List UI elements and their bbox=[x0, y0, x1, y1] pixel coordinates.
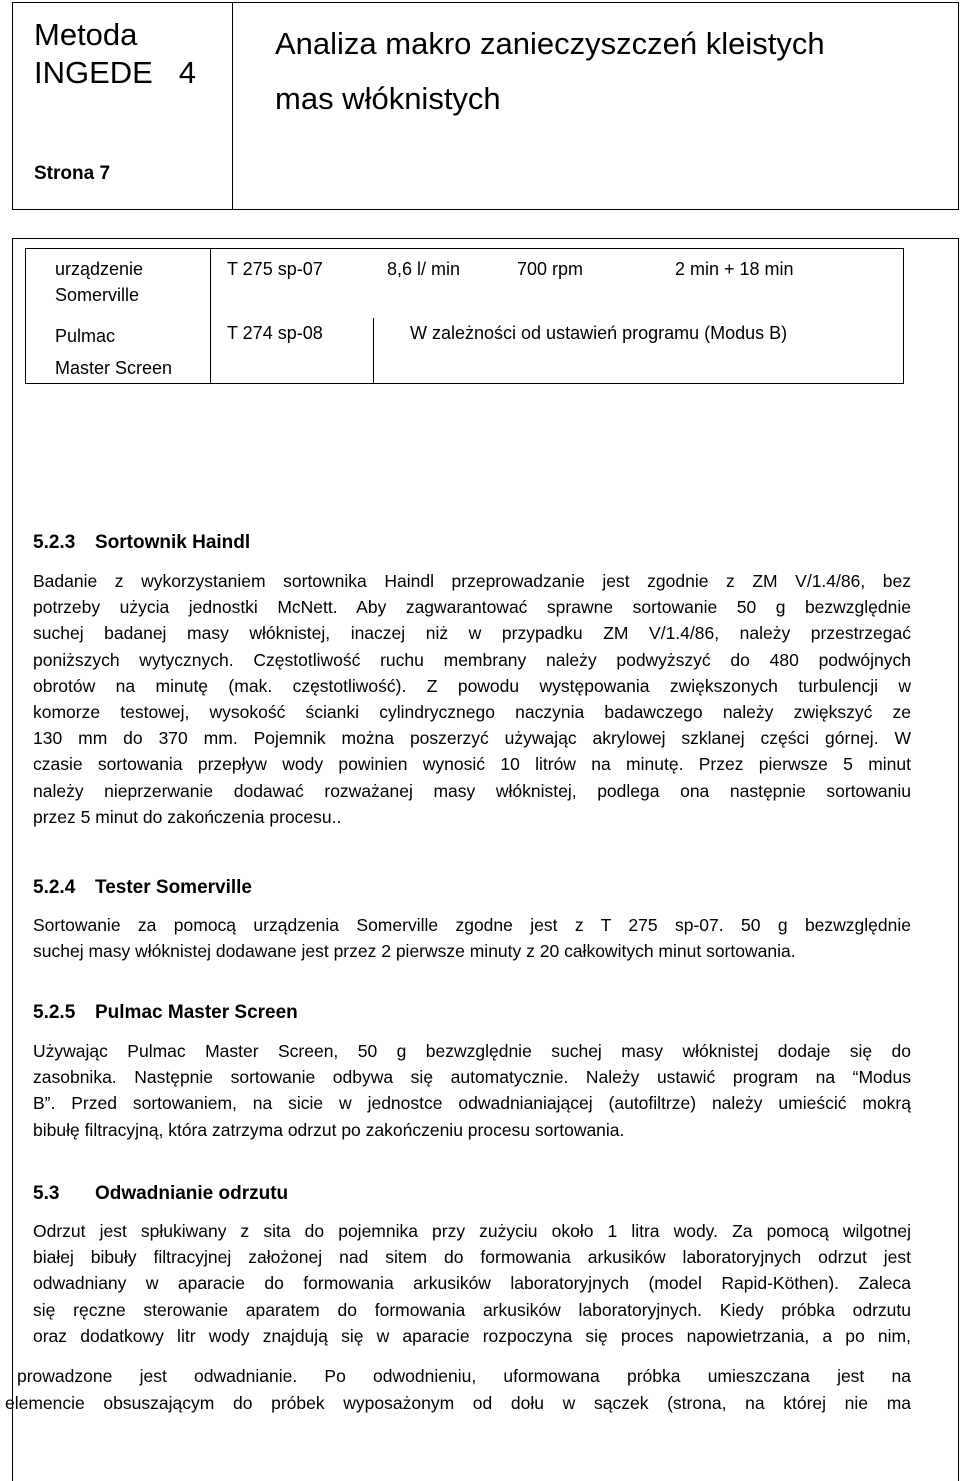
header-divider bbox=[232, 2, 233, 210]
method-line1: Metoda bbox=[34, 17, 138, 52]
table-divider-2 bbox=[373, 318, 374, 384]
paragraph-line: B”. Przed sortowaniem, na sicie w jednostce odwadnianiającej (autofiltrze) należy umieścić mokrą bbox=[33, 1093, 911, 1114]
paragraph-line: suchej masy włóknistej dodawane jest przez 2 pierwsze minuty z 20 całkowitych minut sortowania. bbox=[33, 941, 796, 962]
section-paragraph-5-2-5 bbox=[33, 1038, 911, 1143]
paragraph-line: Badanie z wykorzystaniem sortownika Haindl przeprowadzanie jest zgodnie z ZM V/1.4/86, bez bbox=[33, 571, 911, 591]
table-row bbox=[55, 320, 172, 384]
standard-cell: T 274 sp-08 bbox=[227, 323, 323, 343]
section-heading-5-3: 5.3 Odwadnianie odrzutu bbox=[33, 1183, 289, 1204]
device-name-2: Master Screen bbox=[55, 358, 173, 378]
section-paragraph-5-3 bbox=[33, 1218, 911, 1349]
paragraph-line: zasobnika. Następnie sortowanie odbywa się automatycznie. Należy ustawić program na “Modus bbox=[33, 1067, 911, 1088]
title-line2: mas włóknistych bbox=[275, 81, 501, 116]
method-line2: INGEDE 4 bbox=[34, 55, 196, 90]
paragraph-line: oraz dodatkowy litr wody znajdują się w aparacie rozpoczyna się proces napowietrzania, a po nim, bbox=[33, 1325, 911, 1346]
section-paragraph-5-3-continued bbox=[17, 1363, 911, 1389]
time-cell: 2 min + 18 min bbox=[675, 259, 794, 279]
paragraph-line: suchej badanej masy włóknistej, inaczej niż w przypadku ZM V/1.4/86, należy przestrzegać bbox=[33, 623, 911, 644]
paragraph-line: przez 5 minut do zakończenia procesu.. bbox=[33, 806, 342, 827]
paragraph-line: prowadzone jest odwadnianie. Po odwodnieniu, uformowana próbka umieszczana jest na bbox=[17, 1366, 911, 1386]
paragraph-line: się ręczne sterowanie aparatem do formowania arkusików laboratoryjnych. Kiedy próbka odrzutu bbox=[33, 1299, 911, 1320]
paragraph-line: poniższych wytycznych. Częstotliwość ruchu membrany należy podwyższyć do 480 podwójnych bbox=[33, 649, 911, 670]
section-paragraph-5-2-3 bbox=[33, 568, 911, 830]
paragraph-line: czasie sortowania przepływ wody powinien wynosić 10 litrów na minutę. Przez pierwsze 5 minut bbox=[33, 754, 911, 775]
paragraph-line: białej bibuły filtracyjnej założonej nad sitem do formowania arkusików laboratoryjnych odrzut jest bbox=[33, 1247, 911, 1268]
paragraph-line: Sortowanie za pomocą urządzenia Somerville zgodne jest z T 275 sp-07. 50 g bezwzględnie bbox=[33, 915, 911, 935]
paragraph-line: Używając Pulmac Master Screen, 50 g bezwzględnie suchej masy włóknistej dodaje się do bbox=[33, 1041, 911, 1061]
section-paragraph-5-2-4 bbox=[33, 912, 911, 964]
flow-cell: 8,6 l/ min bbox=[387, 259, 461, 279]
document-title bbox=[275, 16, 955, 126]
method-label bbox=[34, 16, 196, 92]
note-cell: W zależności od ustawień programu (Modus B) bbox=[410, 323, 788, 343]
table-divider bbox=[210, 248, 211, 384]
method-number: 4 bbox=[178, 55, 196, 90]
paragraph-line: Odrzut jest spłukiwany z sita do pojemnika przy zużyciu około 1 litra wody. Za pomocą wilgotnej bbox=[33, 1221, 911, 1241]
title-line1: Analiza makro zanieczyszczeń kleistych bbox=[275, 26, 825, 61]
paragraph-line: obrotów na minutę (mak. częstotliwość). Z powodu występowania zwiększonych turbulencji w bbox=[33, 675, 911, 696]
table-row bbox=[55, 256, 143, 308]
section-heading-5-2-3: 5.2.3 Sortownik Haindl bbox=[33, 532, 251, 553]
paragraph-line: komorze testowej, wysokość ścianki cylindrycznego naczynia badawczego należy zwiększyć ze bbox=[33, 702, 911, 723]
section-paragraph-5-3-continued-2 bbox=[5, 1390, 911, 1416]
paragraph-line: odwadniany w aparacie do formowania arkusików laboratoryjnych (model Rapid-Köthen). Zaleca bbox=[33, 1273, 911, 1294]
page-number: Strona 7 bbox=[34, 163, 111, 184]
paragraph-line: potrzeby użycia jednostki McNett. Aby zagwarantować sprawne sortowanie 50 g bezwzględnie bbox=[33, 597, 911, 618]
standard-cell: T 275 sp-07 bbox=[227, 259, 323, 279]
paragraph-line: należy nieprzerwanie dodawać rozważanej masy włóknistej, podlega ona następnie sortowaniu bbox=[33, 780, 911, 801]
paragraph-line: elemencie obsuszającym do próbek wyposażonym od dołu w sączek (strona, na której nie ma bbox=[5, 1393, 911, 1413]
speed-cell: 700 rpm bbox=[517, 259, 584, 279]
paragraph-line: bibułę filtracyjną, która zatrzyma odrzut po zakończeniu procesu sortowania. bbox=[33, 1119, 625, 1140]
device-name-2: Somerville bbox=[55, 285, 140, 305]
paragraph-line: 130 mm do 370 mm. Pojemnik można poszerzyć używając akrylowej szklanej części górnej. W bbox=[33, 728, 911, 749]
device-name: urządzenie bbox=[55, 259, 144, 279]
section-heading-5-2-4: 5.2.4 Tester Somerville bbox=[33, 877, 253, 898]
section-heading-5-2-5: 5.2.5 Pulmac Master Screen bbox=[33, 1002, 298, 1023]
device-name: Pulmac bbox=[55, 326, 116, 346]
